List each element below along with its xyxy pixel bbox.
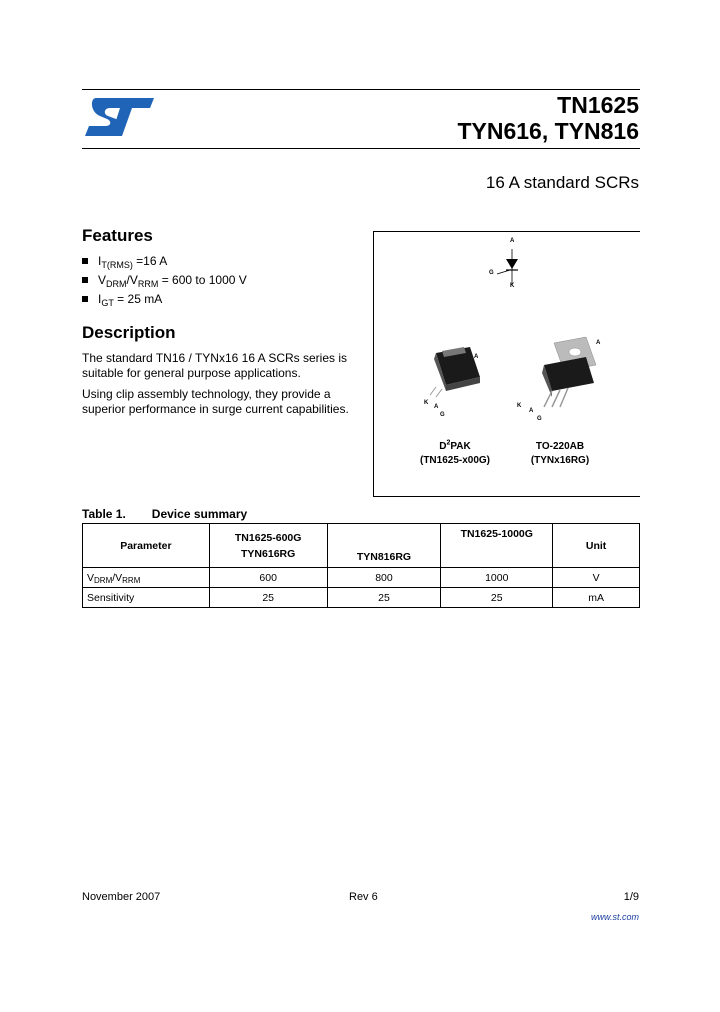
pin-label: A: [474, 354, 479, 360]
pin-label: K: [424, 400, 429, 406]
table-caption: Table 1. Device summary: [82, 507, 248, 521]
pin-label: A: [510, 238, 515, 244]
pin-label: A: [529, 408, 534, 414]
to220ab-label: TO-220AB (TYNx16RG): [530, 441, 590, 466]
features-heading: Features: [82, 226, 153, 245]
bullet-icon: [82, 296, 88, 302]
st-logo: [82, 95, 157, 140]
pin-label: G: [489, 270, 494, 276]
header-rule: [82, 148, 640, 149]
feature-item: $I_{GT} = 25$ mA: [82, 292, 162, 306]
pin-label: A: [596, 340, 601, 346]
pin-label: G: [440, 412, 445, 418]
to220ab-package-icon: [524, 335, 604, 420]
description-paragraph: The standard TN16 / TYNx16 16 A SCRs series is suitable for general purpose applications.: [82, 351, 348, 380]
pin-label: A: [434, 404, 439, 410]
document-title: TN1625: [557, 92, 639, 118]
product-description: 16 A standard SCRs: [485, 173, 639, 192]
footer-date: November 2007: [82, 891, 161, 903]
header-unit: Unit: [553, 524, 640, 568]
pin-label: K: [510, 283, 515, 289]
pin-label: K: [517, 403, 522, 409]
header-col3: TN1625-1000G: [441, 524, 553, 568]
feature-item: $V_{DRM}/V_{RRM} = 600$ to 1000 V: [82, 273, 247, 287]
top-rule: [82, 89, 640, 90]
table-row: $V_{DRM}/V_{RRM}$ 600 800 1000 V: [83, 568, 640, 588]
feature-item: $I_{T(RMS)} =16$ A: [82, 254, 167, 268]
footer-url-link[interactable]: www.st.com: [590, 912, 639, 922]
table-row: Sensitivity 25 25 25 mA: [83, 588, 640, 608]
bullet-icon: [82, 258, 88, 264]
header-col2: TYN816RG: [327, 524, 441, 568]
header-col1: TN1625-600G TYN616RG: [209, 524, 327, 568]
d2pak-label: $D^2PAK$ (TN1625-x00G): [419, 439, 491, 466]
header-parameter: Parameter: [83, 524, 210, 568]
device-summary-table: [82, 523, 640, 608]
description-heading: Description: [82, 323, 176, 342]
document-subtitle-parts: TYN616, TYN816: [457, 118, 639, 144]
footer-revision: Rev 6: [349, 891, 378, 903]
pin-label: G: [537, 416, 542, 422]
table-header-row: [83, 524, 640, 568]
bullet-icon: [82, 277, 88, 283]
footer-page-number: 1/9: [623, 891, 639, 903]
description-paragraph: Using clip assembly technology, they provide a superior performance in surge current capabilities.: [82, 387, 349, 416]
